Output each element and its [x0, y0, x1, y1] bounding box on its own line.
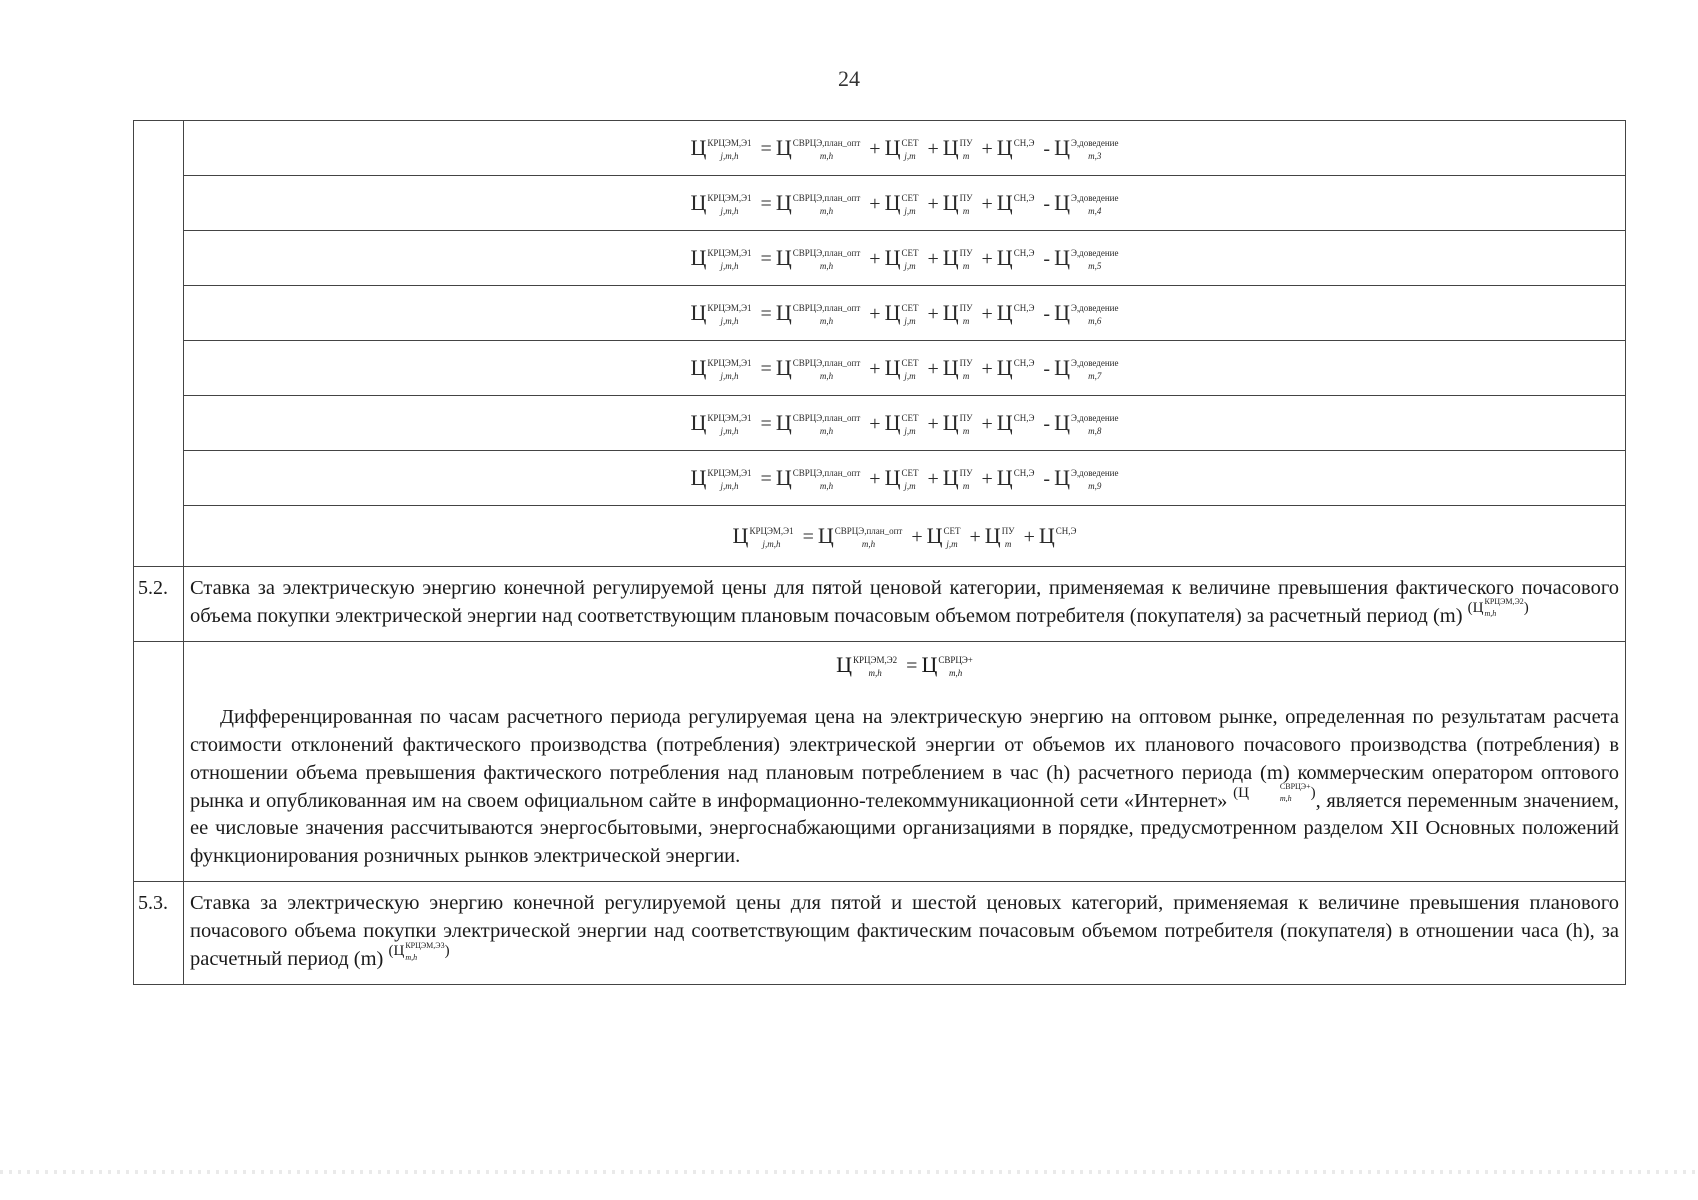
- formula-cell: [184, 341, 1626, 396]
- section-body: [184, 641, 1626, 881]
- price-symbol: (Ц СВРЦЭ+ m,h ): [1233, 782, 1316, 804]
- formula-expression: Ц КРЦЭМ,Э1 j,m,h = Ц СВРЦЭ,план_опт m,h + Ц СЕТ j,m + Ц ПУ m + Ц СН,Э: [732, 523, 1077, 550]
- rate-symbol: (Ц КРЦЭМ,Э3 m,h ): [388, 940, 450, 962]
- table-row-section-5-2-header: [134, 567, 1626, 642]
- table-row-section-5-2-body: [134, 641, 1626, 881]
- body-paragraph: Дифференцированная по часам расчетного периода регулируемая цена на электрическую энергию на оптовом рынке, определенная по результатам расчета стоимости отклонений фактического производства (потребления) электрической энергии от объемов их планового почасового производства (потребления) в отношении объема превышения фактического потребления над плановым потреблением в час (h) расчетного периода (m) коммерческим оператором оптового рынка и опубликованная им на своем официальном сайте в информационно-телекоммуникационной сети «Интернет» $^{(Ц СВРЦЭ+ m,h )}$, является переменным значением, ее числовые значения рассчитываются энергосбытовыми, энергоснабжающими организациями в порядке, предусмотренном разделом XII Основных положений функционирования розничных рынков электрической энергии.: [190, 705, 1619, 868]
- table-row: [134, 231, 1626, 286]
- formula-expression: Ц КРЦЭМ,Э2 m,h = Ц СВРЦЭ+ m,h: [836, 651, 973, 679]
- section-text: Ставка за электрическую энергию конечной регулируемой цены для пятой ценовой категории, применяемая к величине превышения фактического почасового объема покупки электрической энергии над соответствующим плановым почасовым объемом потребителя (покупателя) за расчетный период (m): [190, 577, 1619, 627]
- table-row: [134, 121, 1626, 176]
- formula-cell: [184, 121, 1626, 176]
- section-text: Ставка за электрическую энергию конечной регулируемой цены для пятой и шестой ценовых категорий, применяемая к величине превышения планового почасового объема покупки электрической энергии над соответствующим фактическим почасовым объемом потребителя (покупателя) в отношении часа (h), за расчетный период (m): [190, 892, 1619, 970]
- table-row: [134, 176, 1626, 231]
- table-row-section-5-3: [134, 882, 1626, 985]
- table-row: [134, 341, 1626, 396]
- section-number: 5.2.: [134, 567, 184, 642]
- formula-expression: Ц КРЦЭМ,Э1 j,m,h = Ц СВРЦЭ,план_опт m,h + Ц СЕТ j,m + Ц ПУ m + Ц СН,Э - Ц Э,доведение m,7: [690, 355, 1119, 382]
- tariff-table: [133, 120, 1626, 985]
- formula-cell: [184, 506, 1626, 567]
- section-description: [184, 567, 1626, 642]
- formula-expression: Ц КРЦЭМ,Э1 j,m,h = Ц СВРЦЭ,план_опт m,h + Ц СЕТ j,m + Ц ПУ m + Ц СН,Э - Ц Э,доведение m,9: [690, 465, 1119, 492]
- formula-expression: Ц КРЦЭМ,Э1 j,m,h = Ц СВРЦЭ,план_опт m,h + Ц СЕТ j,m + Ц ПУ m + Ц СН,Э - Ц Э,доведение m,3: [690, 135, 1119, 162]
- table-row: [134, 396, 1626, 451]
- number-cell-blank: [134, 641, 184, 881]
- section-number: 5.3.: [134, 882, 184, 985]
- formula-expression: Ц КРЦЭМ,Э1 j,m,h = Ц СВРЦЭ,план_опт m,h + Ц СЕТ j,m + Ц ПУ m + Ц СН,Э - Ц Э,доведение m,4: [690, 190, 1119, 217]
- rate-symbol: (Ц КРЦЭМ,Э2 m,h ): [1467, 597, 1529, 619]
- table-row: [134, 506, 1626, 567]
- formula-expression: Ц КРЦЭМ,Э1 j,m,h = Ц СВРЦЭ,план_опт m,h + Ц СЕТ j,m + Ц ПУ m + Ц СН,Э - Ц Э,доведение m,5: [690, 245, 1119, 272]
- table-row: [134, 451, 1626, 506]
- section-description: [184, 882, 1626, 985]
- formula-cell: [184, 451, 1626, 506]
- number-cell-blank: [134, 121, 184, 567]
- formula-cell: [184, 176, 1626, 231]
- formula-expression: Ц КРЦЭМ,Э1 j,m,h = Ц СВРЦЭ,план_опт m,h + Ц СЕТ j,m + Ц ПУ m + Ц СН,Э - Ц Э,доведение m,8: [690, 410, 1119, 437]
- formula-cell: [184, 286, 1626, 341]
- formula-expression: Ц КРЦЭМ,Э1 j,m,h = Ц СВРЦЭ,план_опт m,h + Ц СЕТ j,m + Ц ПУ m + Ц СН,Э - Ц Э,доведение m,6: [690, 300, 1119, 327]
- formula-cell: [184, 231, 1626, 286]
- table-row: [134, 286, 1626, 341]
- scan-artifact-line: [0, 1170, 1698, 1174]
- formula-cell: [184, 396, 1626, 451]
- page-number: 24: [838, 66, 860, 91]
